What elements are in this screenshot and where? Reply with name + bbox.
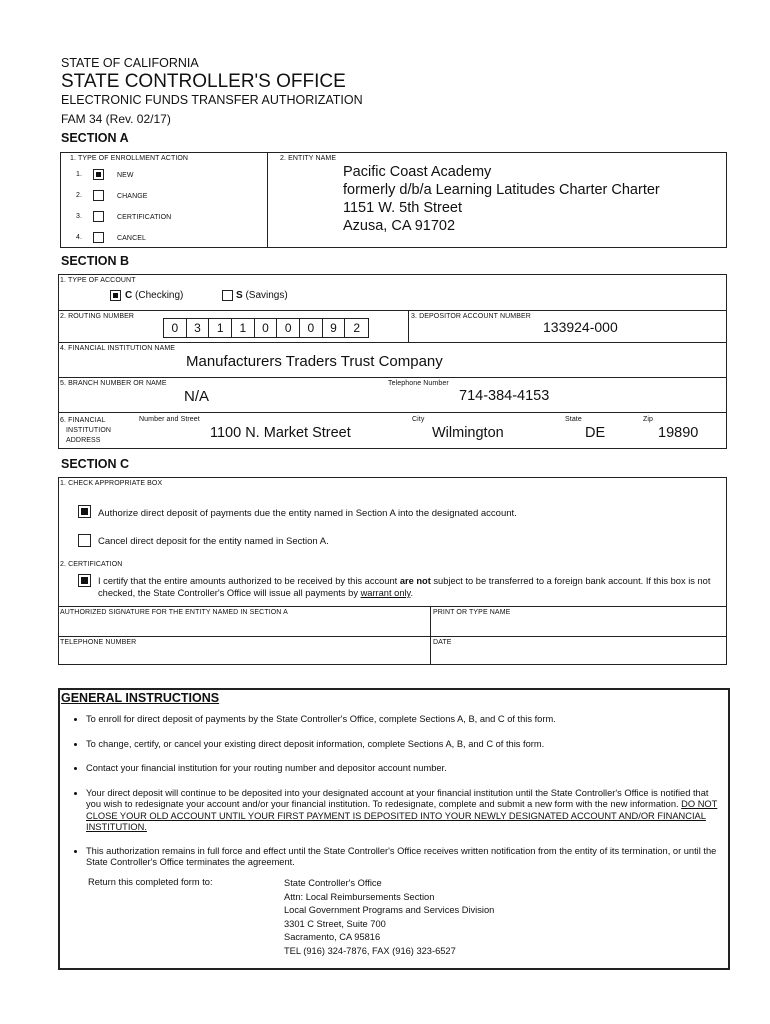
cert-text-3: box is not checked, the State Controller's Office will issue all payments by xyxy=(98,576,711,598)
enrollment-option-number: 3. xyxy=(76,213,83,220)
check-box-label: 1. CHECK APPROPRIATE BOX xyxy=(60,480,163,487)
entity-line: 1151 W. 5th Street xyxy=(343,200,463,216)
instruction-item xyxy=(86,788,722,834)
phone-value: 714-384-4153 xyxy=(459,388,550,404)
date-field[interactable] xyxy=(433,648,725,664)
form-title: ELECTRONIC FUNDS TRANSFER AUTHORIZATION xyxy=(61,93,363,107)
certification-checkbox[interactable] xyxy=(78,574,91,587)
routing-digit: 3 xyxy=(187,319,210,337)
routing-digit: 1 xyxy=(232,319,255,337)
instruction-item: • This authorization remains in full force and effect until the State Controller's Office receives written notification from the entity of its termination, or until the State Controller's Office terminates the agreement. xyxy=(86,846,722,869)
authorize-text: Authorize direct deposit of payments due the entity named in Section A into the designated account. xyxy=(98,508,517,519)
routing-digit: 2 xyxy=(353,321,360,335)
city-label: City xyxy=(412,416,425,423)
city-value: Wilmington xyxy=(432,425,504,441)
cert-bold: are not xyxy=(399,576,431,586)
form-number: FAM 34 (Rev. 02/17) xyxy=(61,112,171,126)
cert-period: . xyxy=(410,588,414,598)
institution-name-value: Manufacturers Traders Trust Company xyxy=(186,353,443,370)
return-address xyxy=(284,877,494,959)
branch-label: 5. BRANCH NUMBER OR NAME xyxy=(60,380,167,387)
routing-digit: 0 xyxy=(277,319,300,337)
address-line: TEL (916) 324-7876, FAX (916) 323-6527 xyxy=(284,945,456,956)
print-name-label: PRINT OR TYPE NAME xyxy=(433,609,511,616)
entity-label: 2. ENTITY NAME xyxy=(280,155,337,162)
telephone-field[interactable] xyxy=(60,648,428,664)
signature-label: AUTHORIZED SIGNATURE FOR THE ENTITY NAMED IN SECTION A xyxy=(60,609,288,616)
depositor-label: 3. DEPOSITOR ACCOUNT NUMBER xyxy=(411,313,531,320)
savings-text: (Savings) xyxy=(245,290,288,301)
savings-label xyxy=(236,290,288,301)
cert-text-2: subject to be transferred to a foreign bank account. If this xyxy=(433,576,669,586)
enrollment-option-checkbox[interactable] xyxy=(93,232,104,243)
phone-label: Telephone Number xyxy=(388,380,449,387)
enrollment-option-checkbox[interactable] xyxy=(93,190,104,201)
instructions-title: GENERAL INSTRUCTIONS xyxy=(61,691,220,705)
address-label-line: ADDRESS xyxy=(66,437,101,444)
instructions-list xyxy=(60,714,722,869)
instruction-item-4-text: Your direct deposit will continue to be deposited into your designated account at your financial institution until the State Controller's Office is notified that you wish to redesignate your account and/or your financial institution. To redesignate, complete and submit a new form with the new information. xyxy=(86,787,709,809)
state-heading: STATE OF CALIFORNIA xyxy=(61,56,199,70)
instruction-item-4-warning: DO NOT CLOSE YOUR OLD ACCOUNT UNTIL YOUR FIRST PAYMENT IS DEPOSITED INTO YOUR NEWLY DESIGNATED ACCOUNT AND/OR FINANCIAL INSTITUTION. xyxy=(86,799,718,832)
section-b-title: SECTION B xyxy=(61,254,130,268)
savings-code: S xyxy=(236,290,243,301)
routing-digit: 0 xyxy=(164,319,187,337)
cancel-checkbox[interactable] xyxy=(78,534,91,547)
street-label: Number and Street xyxy=(139,416,200,423)
enrollment-option-number: 2. xyxy=(76,192,83,199)
print-name-field[interactable] xyxy=(433,618,725,635)
certification-label: 2. CERTIFICATION xyxy=(60,561,123,568)
address-line: Sacramento, CA 95816 xyxy=(284,932,381,943)
branch-value: N/A xyxy=(184,388,210,405)
routing-digit: 1 xyxy=(209,319,232,337)
date-label: DATE xyxy=(433,639,452,646)
savings-checkbox[interactable] xyxy=(222,290,233,301)
address-line: State Controller's Office xyxy=(284,878,382,888)
instruction-item: • To change, certify, or cancel your existing direct deposit information, complete Sections A, B, and C of this form. xyxy=(86,739,722,751)
enrollment-label: 1. TYPE OF ENROLLMENT ACTION xyxy=(70,155,189,162)
instructions-list-wrap xyxy=(60,714,722,879)
cert-text-1: I certify that the entire amounts authorized to be received by this account xyxy=(98,576,398,586)
address-label-line: INSTITUTION xyxy=(66,427,112,434)
enrollment-option-number: 4. xyxy=(76,234,83,241)
section-a-title: SECTION A xyxy=(61,131,129,145)
entity-line: formerly d/b/a Learning Latitudes Charter Charter xyxy=(343,182,660,198)
telephone-label: TELEPHONE NUMBER xyxy=(60,639,137,646)
checking-checkbox[interactable] xyxy=(110,290,121,301)
address-line: Local Government Programs and Services Division xyxy=(284,905,495,916)
checking-text: (Checking) xyxy=(135,290,184,301)
address-line: Attn: Local Reimbursements Section xyxy=(284,891,435,902)
street-value: 1100 N. Market Street xyxy=(210,425,351,441)
authorize-checkbox[interactable] xyxy=(78,505,91,518)
enrollment-option-number: 1. xyxy=(76,171,83,178)
instruction-item: • Contact your financial institution for your routing number and depositor account number. xyxy=(86,763,722,775)
institution-label: 4. FINANCIAL INSTITUTION NAME xyxy=(60,345,176,352)
routing-digit: 0 xyxy=(300,319,323,337)
enrollment-option-label: NEW xyxy=(117,172,134,179)
return-label: Return this completed form to: xyxy=(88,877,213,887)
instruction-item: • To enroll for direct deposit of payments by the State Controller's Office, complete Sections A, B, and C of this form. xyxy=(86,714,722,726)
signature-field[interactable] xyxy=(60,618,428,635)
entity-line: Pacific Coast Academy xyxy=(343,164,492,180)
state-label: State xyxy=(565,416,582,423)
routing-digit: 9 xyxy=(323,319,346,337)
cert-underline: warrant only xyxy=(360,588,411,598)
enrollment-option-checkbox[interactable] xyxy=(93,169,104,180)
certification-text xyxy=(98,575,723,599)
zip-label: Zip xyxy=(643,416,654,423)
zip-value: 19890 xyxy=(658,425,699,441)
address-label xyxy=(60,416,111,446)
address-label-line: 6. FINANCIAL xyxy=(60,417,106,424)
enrollment-option-checkbox[interactable] xyxy=(93,211,104,222)
checking-code: C xyxy=(125,290,133,301)
enrollment-option-label: CHANGE xyxy=(117,193,148,200)
address-line: 3301 C Street, Suite 700 xyxy=(284,918,386,929)
routing-digit: 0 xyxy=(255,319,278,337)
routing-label: 2. ROUTING NUMBER xyxy=(60,313,135,320)
cancel-text: Cancel direct deposit for the entity named in Section A. xyxy=(98,536,329,547)
state-value: DE xyxy=(585,425,606,441)
enrollment-option-label: CANCEL xyxy=(117,235,146,242)
section-c-title: SECTION C xyxy=(61,457,130,471)
depositor-account-value: 133924-000 xyxy=(543,319,618,335)
entity-name xyxy=(343,163,660,235)
office-title: STATE CONTROLLER'S OFFICE xyxy=(61,71,346,92)
checking-label xyxy=(125,290,183,301)
entity-line: Azusa, CA 91702 xyxy=(343,218,456,234)
enrollment-option-label: CERTIFICATION xyxy=(117,214,172,221)
routing-number-field[interactable] xyxy=(163,318,369,338)
account-type-label: 1. TYPE OF ACCOUNT xyxy=(60,277,136,284)
